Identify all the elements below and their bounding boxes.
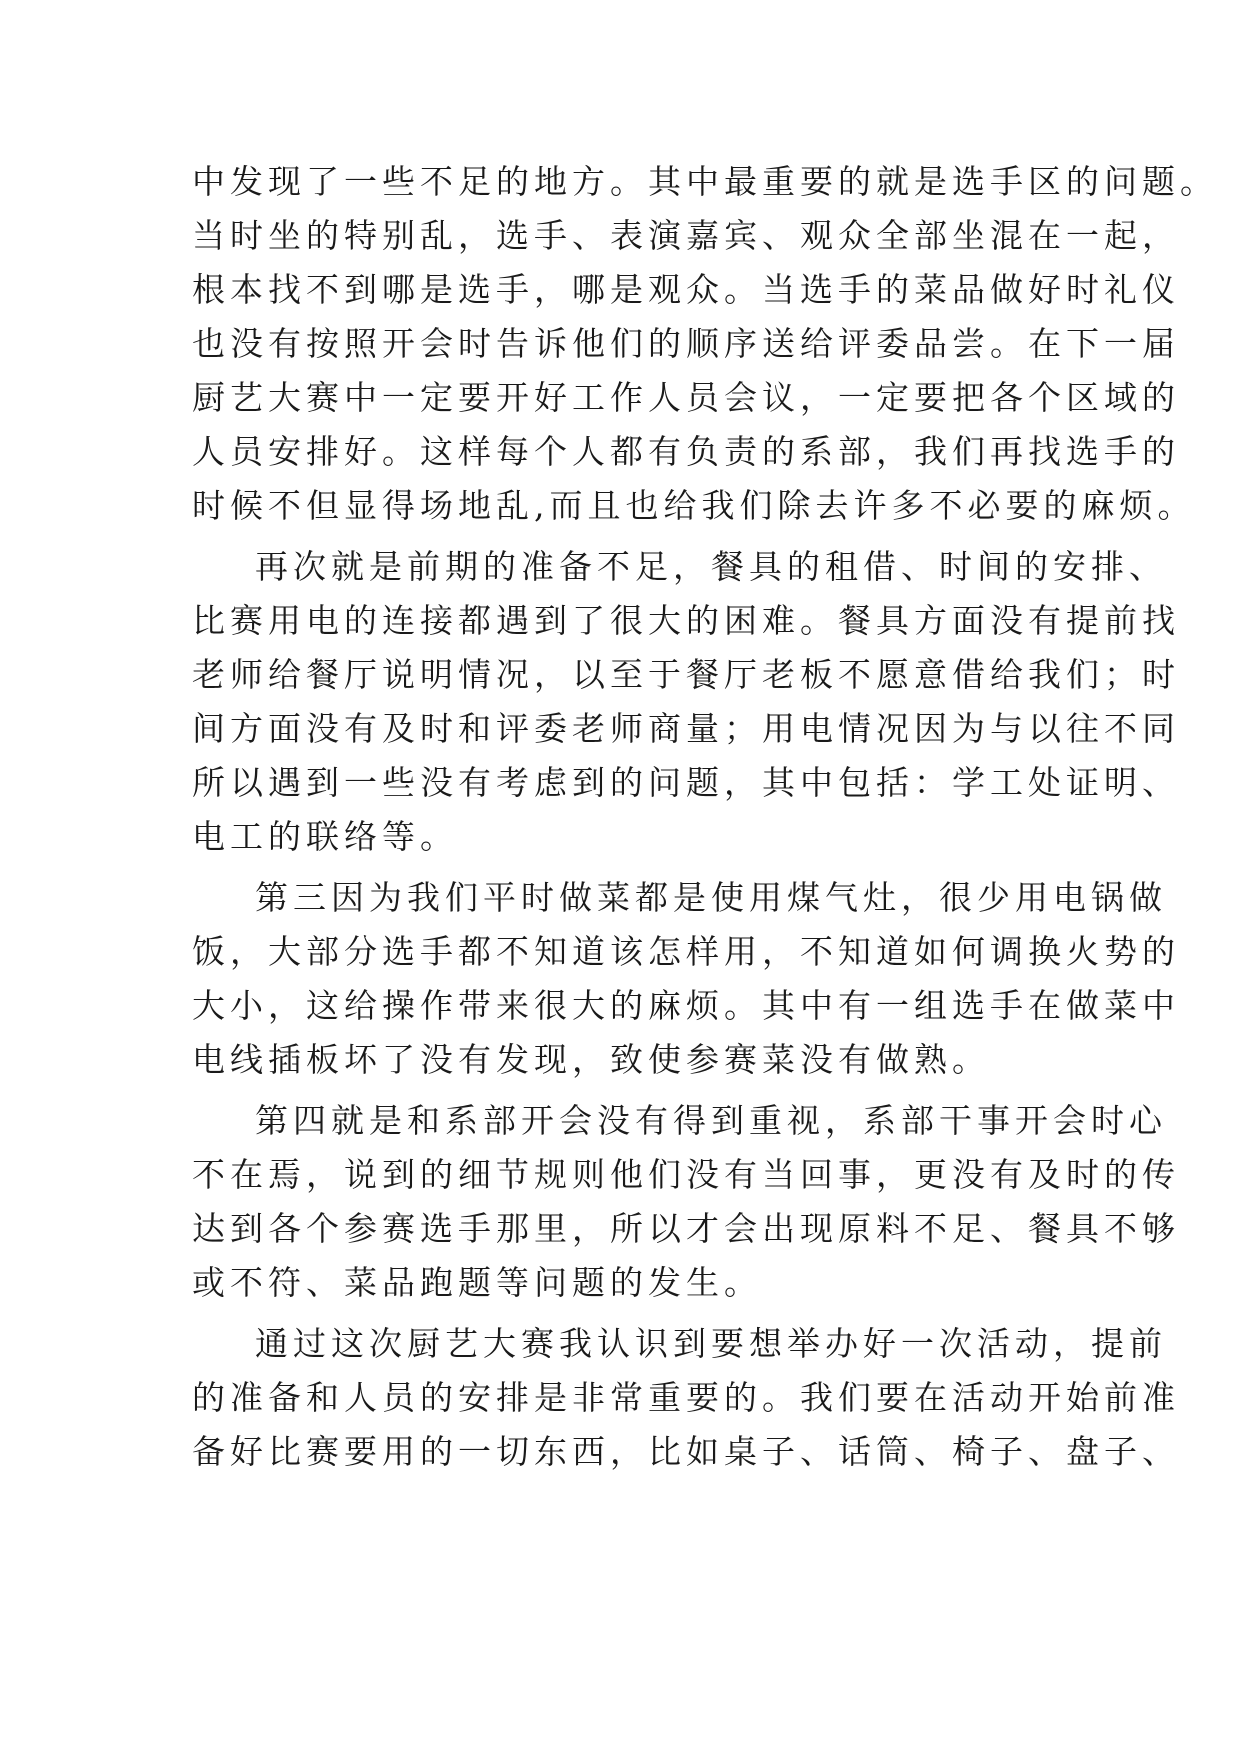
text-line: 间方面没有及时和评委老师商量；用电情况因为与以往不同 bbox=[192, 709, 1180, 748]
paragraph-start-line: 第三因为我们平时做菜都是使用煤气灶，很少用电锅做 bbox=[255, 878, 1167, 917]
text-line: 电线插板坏了没有发现，致使参赛菜没有做熟。 bbox=[192, 1040, 990, 1079]
paragraph-start-line: 通过这次厨艺大赛我认识到要想举办好一次活动，提前 bbox=[255, 1324, 1167, 1363]
text-line: 厨艺大赛中一定要开好工作人员会议，一定要把各个区域的 bbox=[192, 378, 1180, 417]
text-line: 也没有按照开会时告诉他们的顺序送给评委品尝。在下一届 bbox=[192, 324, 1180, 363]
text-line: 根本找不到哪是选手，哪是观众。当选手的菜品做好时礼仪 bbox=[192, 270, 1180, 309]
text-line: 中发现了一些不足的地方。其中最重要的就是选手区的问题。 bbox=[192, 162, 1218, 201]
paragraph-start-line: 第四就是和系部开会没有得到重视，系部干事开会时心 bbox=[255, 1101, 1167, 1140]
paragraph-start-line: 再次就是前期的准备不足，餐具的租借、时间的安排、 bbox=[255, 547, 1167, 586]
text-line: 当时坐的特别乱，选手、表演嘉宾、观众全部坐混在一起， bbox=[192, 216, 1180, 255]
text-line: 备好比赛要用的一切东西，比如桌子、话筒、椅子、盘子、 bbox=[192, 1432, 1180, 1471]
text-line: 饭，大部分选手都不知道该怎样用，不知道如何调换火势的 bbox=[192, 932, 1180, 971]
text-line: 的准备和人员的安排是非常重要的。我们要在活动开始前准 bbox=[192, 1378, 1180, 1417]
text-line: 所以遇到一些没有考虑到的问题，其中包括：学工处证明、 bbox=[192, 763, 1180, 802]
body-text bbox=[192, 155, 1218, 1479]
text-line: 老师给餐厅说明情况，以至于餐厅老板不愿意借给我们；时 bbox=[192, 655, 1180, 694]
text-line: 大小，这给操作带来很大的麻烦。其中有一组选手在做菜中 bbox=[192, 986, 1180, 1025]
text-line: 达到各个参赛选手那里，所以才会出现原料不足、餐具不够 bbox=[192, 1209, 1180, 1248]
text-line: 或不符、菜品跑题等问题的发生。 bbox=[192, 1263, 762, 1302]
text-line: 不在焉，说到的细节规则他们没有当回事，更没有及时的传 bbox=[192, 1155, 1180, 1194]
text-line: 时候不但显得场地乱,而且也给我们除去许多不必要的麻烦。 bbox=[192, 486, 1196, 525]
text-line: 人员安排好。这样每个人都有负责的系部，我们再找选手的 bbox=[192, 432, 1180, 471]
text-line: 比赛用电的连接都遇到了很大的困难。餐具方面没有提前找 bbox=[192, 601, 1180, 640]
text-line: 电工的联络等。 bbox=[192, 817, 458, 856]
